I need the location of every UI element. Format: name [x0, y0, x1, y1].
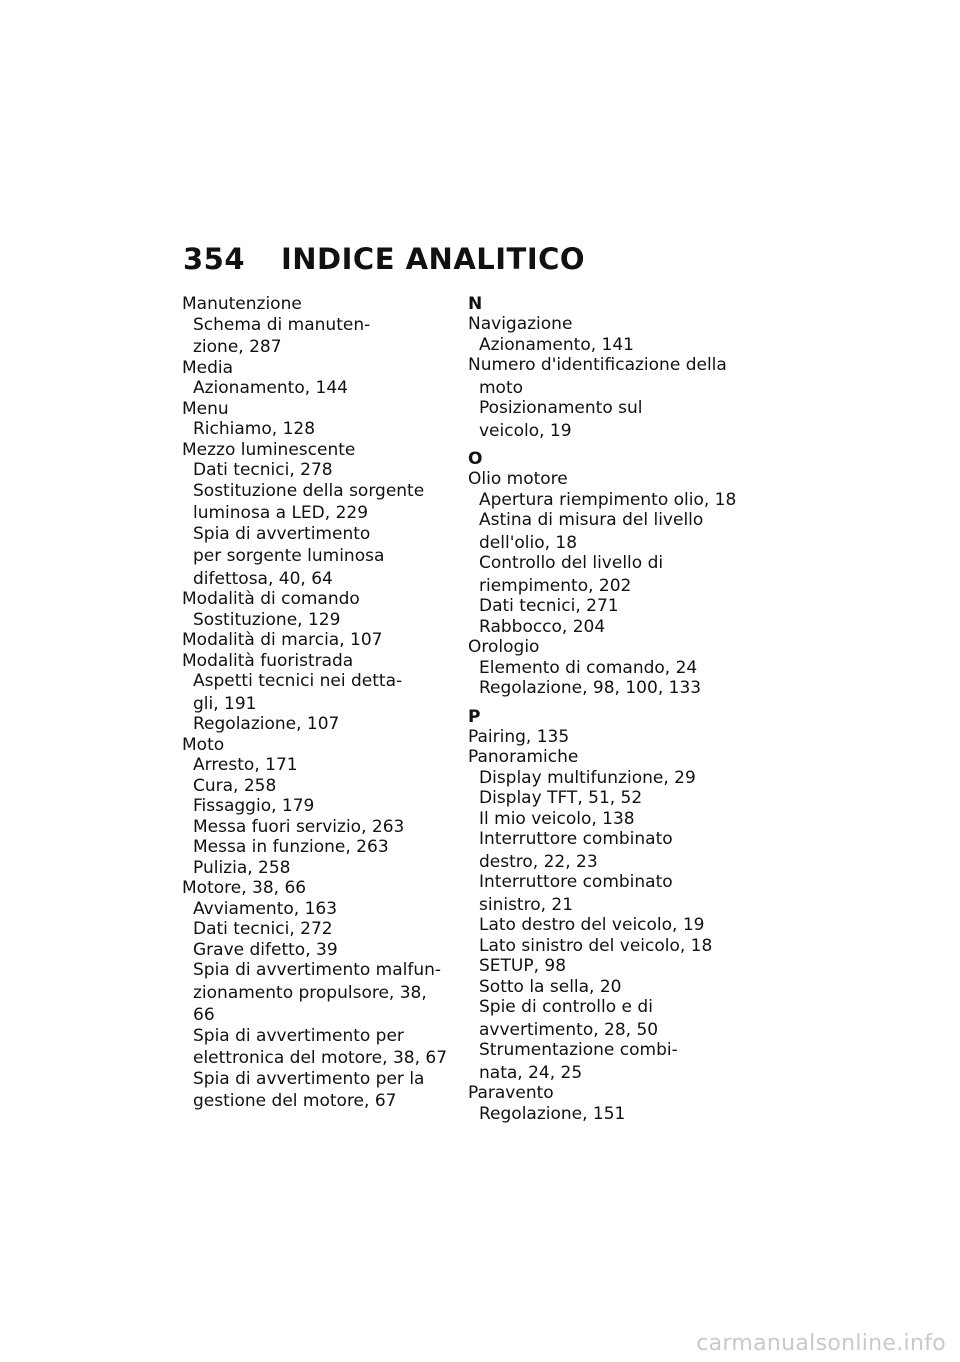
index-continuation: elettronica del motore, 38, 67 [193, 1048, 448, 1068]
index-subentry: Strumentazione combi- [479, 1040, 678, 1060]
index-continuation: difettosa, 40, 64 [193, 568, 333, 589]
page-number: 354 [183, 242, 246, 276]
index-subentry: Display multifunzione, 29 [479, 767, 696, 788]
index-subentry: Cura, 258 [193, 775, 277, 796]
index-subentry: Arresto, 171 [193, 755, 298, 775]
index-subentry: Sostituzione della sorgente [193, 480, 425, 501]
index-continuation: veicolo, 19 [479, 420, 572, 441]
index-continuation: dell'olio, 18 [479, 532, 578, 553]
index-subentry: Display TFT, 51, 52 [479, 788, 643, 808]
index-column-right [468, 294, 758, 1124]
index-continuation: gli, 191 [193, 693, 257, 714]
index-continuation: gestione del motore, 67 [193, 1091, 397, 1111]
index-letter-heading: N [468, 294, 483, 314]
index-term: Pairing, 135 [468, 726, 570, 747]
index-continuation: destro, 22, 23 [479, 851, 598, 872]
index-subentry: Azionamento, 144 [193, 378, 348, 398]
index-continuation: avvertimento, 28, 50 [479, 1019, 659, 1040]
index-subentry: Interruttore combinato [479, 872, 673, 892]
index-subentry: Avviamento, 163 [193, 898, 338, 919]
index-term: Modalità di marcia, 107 [182, 630, 383, 650]
index-subentry: Fissaggio, 179 [193, 796, 315, 816]
index-subentry: Richiamo, 128 [193, 419, 316, 439]
index-continuation: riempimento, 202 [479, 575, 632, 596]
index-letter-heading: O [468, 449, 483, 469]
index-subentry: Aspetti tecnici nei detta- [193, 671, 403, 691]
index-subentry: Apertura riempimento olio, 18 [479, 489, 737, 510]
index-continuation: zione, 287 [193, 337, 282, 357]
index-subentry: Spia di avvertimento per la [193, 1068, 425, 1089]
index-subentry: Azionamento, 141 [479, 334, 634, 355]
index-subentry: Spia di avvertimento [193, 523, 371, 544]
index-subentry: Dati tecnici, 278 [193, 460, 333, 480]
page-header [183, 242, 585, 276]
index-letter-heading: P [468, 706, 481, 727]
index-continuation: nata, 24, 25 [479, 1062, 583, 1083]
index-term: Motore, 38, 66 [182, 878, 307, 898]
index-subentry: Sostituzione, 129 [193, 609, 341, 630]
index-term: Modalità fuoristrada [182, 650, 354, 671]
index-continuation: 66 [193, 1005, 215, 1025]
index-subentry: Dati tecnici, 272 [193, 919, 333, 939]
index-term: Manutenzione [182, 294, 302, 314]
index-subentry: SETUP, 98 [479, 956, 567, 976]
index-subentry: Regolazione, 98, 100, 133 [479, 678, 702, 698]
index-subentry: Spie di controllo e di [479, 997, 653, 1017]
index-continuation: sinistro, 21 [479, 894, 574, 915]
index-subentry: Pulizia, 258 [193, 857, 291, 878]
index-subentry: Posizionamento sul [479, 398, 643, 418]
index-term: Navigazione [468, 314, 573, 334]
index-subentry: Messa fuori servizio, 263 [193, 816, 405, 837]
index-term: Numero d'identificazione della [468, 355, 727, 375]
index-subentry: Messa in funzione, 263 [193, 837, 389, 857]
index-subentry: Elemento di comando, 24 [479, 657, 698, 678]
index-continuation: moto [479, 377, 524, 398]
index-term: Olio motore [468, 469, 568, 489]
index-term: Paravento [468, 1083, 554, 1103]
watermark-text: carmanualsonline.info [696, 1331, 946, 1356]
index-continuation: luminosa a LED, 229 [193, 503, 369, 523]
index-subentry: Grave difetto, 39 [193, 939, 338, 960]
index-continuation: per sorgente luminosa [193, 546, 385, 566]
index-term: Media [182, 357, 234, 378]
index-continuation: zionamento propulsore, 38, [193, 982, 427, 1003]
index-subentry: Regolazione, 107 [193, 714, 340, 734]
index-term: Orologio [468, 637, 540, 657]
index-subentry: Lato sinistro del veicolo, 18 [479, 935, 713, 956]
index-subentry: Dati tecnici, 271 [479, 596, 619, 616]
index-term: Panoramiche [468, 747, 579, 767]
index-subentry: Regolazione, 151 [479, 1103, 626, 1124]
index-subentry: Interruttore combinato [479, 829, 673, 849]
index-column-left [182, 294, 452, 1112]
index-subentry: Controllo del livello di [479, 553, 664, 573]
page-title: INDICE ANALITICO [281, 242, 586, 276]
index-subentry: Spia di avvertimento malfun- [193, 960, 442, 980]
index-subentry: Lato destro del veicolo, 19 [479, 915, 705, 935]
index-term: Menu [182, 398, 229, 419]
index-term: Moto [182, 734, 225, 755]
index-term: Modalità di comando [182, 589, 360, 609]
index-subentry: Sotto la sella, 20 [479, 976, 622, 997]
index-subentry: Schema di manuten- [193, 314, 371, 335]
index-subentry: Astina di misura del livello [479, 510, 704, 530]
index-subentry: Il mio veicolo, 138 [479, 808, 635, 829]
index-subentry: Rabbocco, 204 [479, 616, 606, 637]
section-gap [468, 441, 758, 449]
index-subentry: Spia di avvertimento per [193, 1025, 404, 1046]
index-term: Mezzo luminescente [182, 439, 356, 460]
section-gap [468, 699, 758, 707]
